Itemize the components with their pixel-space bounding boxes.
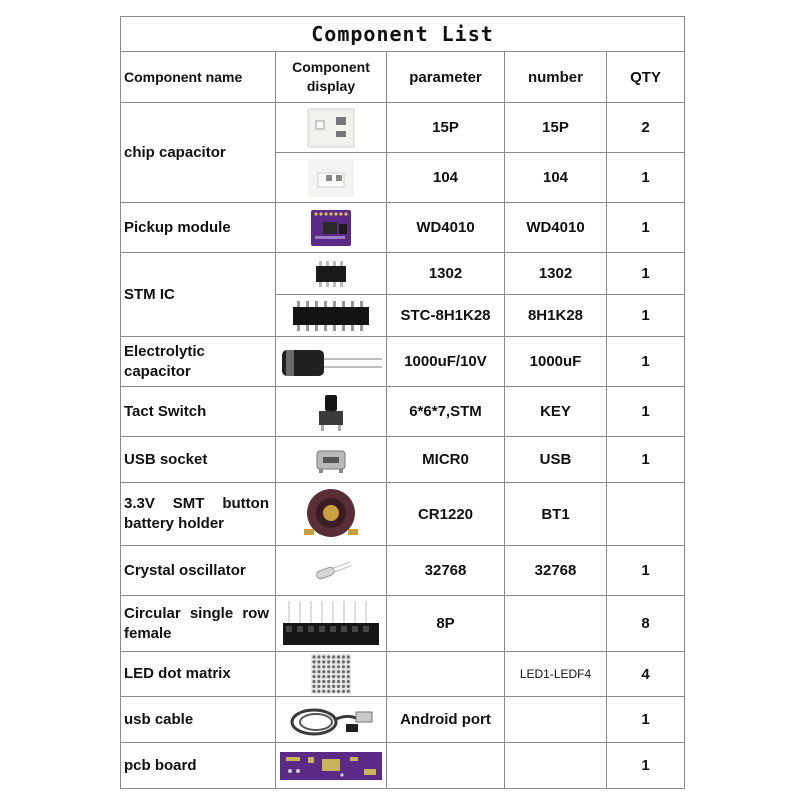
led-dot xyxy=(312,665,315,668)
led-dot xyxy=(347,655,350,658)
led-dot xyxy=(317,670,320,673)
pickup-module-photo xyxy=(309,206,353,250)
component-picture xyxy=(276,295,387,337)
led-dot xyxy=(332,660,335,663)
led-dot xyxy=(317,680,320,683)
component-name: USB socket xyxy=(121,437,276,483)
header-qty: QTY xyxy=(607,52,685,103)
led-dot xyxy=(317,690,320,693)
led-dot xyxy=(342,670,345,673)
component-picture xyxy=(276,546,387,596)
stm-ic-1302-photo xyxy=(311,258,351,290)
led-dot xyxy=(312,690,315,693)
component-picture xyxy=(276,697,387,743)
led-dot xyxy=(347,665,350,668)
component-number xyxy=(505,743,607,789)
component-picture xyxy=(276,253,387,295)
usb-cable-photo xyxy=(286,700,376,740)
table-row xyxy=(121,103,685,153)
component-parameter xyxy=(387,743,505,789)
component-picture xyxy=(276,103,387,153)
led-dot xyxy=(347,690,350,693)
led-dot xyxy=(332,655,335,658)
female-header-photo xyxy=(281,599,381,649)
led-dot xyxy=(317,655,320,658)
component-number: 15P xyxy=(505,103,607,153)
table-row xyxy=(121,387,685,437)
component-qty: 1 xyxy=(607,153,685,203)
table-row xyxy=(121,253,685,295)
component-picture xyxy=(276,337,387,387)
led-dot xyxy=(322,660,325,663)
component-parameter: STC-8H1K28 xyxy=(387,295,505,337)
component-number: 1000uF xyxy=(505,337,607,387)
component-qty: 1 xyxy=(607,743,685,789)
table-row xyxy=(121,203,685,253)
led-dot xyxy=(337,675,340,678)
led-dot xyxy=(327,685,330,688)
led-dot xyxy=(332,680,335,683)
component-name: 3.3V SMT button battery holder xyxy=(121,483,276,546)
table-row xyxy=(121,483,685,546)
component-picture xyxy=(276,203,387,253)
component-picture xyxy=(276,483,387,546)
component-name: Circular single row female xyxy=(121,596,276,652)
component-qty: 1 xyxy=(607,437,685,483)
led-dot xyxy=(342,685,345,688)
led-dot xyxy=(322,675,325,678)
table-row xyxy=(121,546,685,596)
pcb-board-photo xyxy=(278,749,384,783)
led-dot xyxy=(337,685,340,688)
component-qty: 2 xyxy=(607,103,685,153)
led-dot xyxy=(332,685,335,688)
component-parameter: Android port xyxy=(387,697,505,743)
tact-switch-photo xyxy=(313,391,349,433)
component-qty: 1 xyxy=(607,697,685,743)
table-title: Component List xyxy=(121,17,685,52)
component-number: 8H1K28 xyxy=(505,295,607,337)
header-number: number xyxy=(505,52,607,103)
led-dot xyxy=(327,670,330,673)
component-number: KEY xyxy=(505,387,607,437)
table-row xyxy=(121,743,685,789)
component-qty: 1 xyxy=(607,546,685,596)
led-dot xyxy=(317,665,320,668)
usb-socket-photo xyxy=(313,445,349,475)
table-row xyxy=(121,437,685,483)
led-dot xyxy=(332,690,335,693)
led-dot xyxy=(322,665,325,668)
led-dot xyxy=(312,660,315,663)
component-number: USB xyxy=(505,437,607,483)
component-name: pcb board xyxy=(121,743,276,789)
led-dot xyxy=(337,690,340,693)
table-row xyxy=(121,596,685,652)
component-qty: 4 xyxy=(607,652,685,697)
component-parameter: 104 xyxy=(387,153,505,203)
component-parameter: 1000uF/10V xyxy=(387,337,505,387)
component-parameter: 1302 xyxy=(387,253,505,295)
component-parameter: 6*6*7,STM xyxy=(387,387,505,437)
led-dot xyxy=(312,670,315,673)
led-dot xyxy=(332,675,335,678)
led-dot xyxy=(347,675,350,678)
chip-capacitor-104-photo xyxy=(306,157,356,199)
led-dot xyxy=(342,655,345,658)
crystal-oscillator-photo xyxy=(306,554,356,588)
component-name: Tact Switch xyxy=(121,387,276,437)
component-parameter: WD4010 xyxy=(387,203,505,253)
led-dot xyxy=(337,670,340,673)
component-name: Electrolytic capacitor xyxy=(121,337,276,387)
component-number xyxy=(505,697,607,743)
component-number: WD4010 xyxy=(505,203,607,253)
component-qty: 1 xyxy=(607,337,685,387)
led-dot xyxy=(327,680,330,683)
component-qty: 1 xyxy=(607,253,685,295)
component-number xyxy=(505,596,607,652)
led-dot xyxy=(317,675,320,678)
component-picture xyxy=(276,437,387,483)
led-dot xyxy=(347,680,350,683)
led-dot xyxy=(327,675,330,678)
table-row xyxy=(121,337,685,387)
electrolytic-capacitor-photo xyxy=(278,342,384,382)
component-table xyxy=(120,16,685,789)
header-component-display: Component display xyxy=(276,52,387,103)
led-dot xyxy=(322,685,325,688)
component-name: STM IC xyxy=(121,253,276,337)
battery-holder-photo xyxy=(302,485,360,543)
led-dot xyxy=(337,660,340,663)
component-qty: 8 xyxy=(607,596,685,652)
led-dot xyxy=(337,655,340,658)
led-dot xyxy=(322,690,325,693)
header-component-name: Component name xyxy=(121,52,276,103)
led-dot xyxy=(322,680,325,683)
component-qty: 1 xyxy=(607,203,685,253)
component-number: BT1 xyxy=(505,483,607,546)
component-number: 1302 xyxy=(505,253,607,295)
component-qty xyxy=(607,483,685,546)
led-dot xyxy=(322,670,325,673)
led-dot xyxy=(332,665,335,668)
led-dot xyxy=(322,655,325,658)
stm-ic-8h1k28-photo xyxy=(291,299,371,333)
component-picture xyxy=(276,743,387,789)
component-name: LED dot matrix xyxy=(121,652,276,697)
led-dot xyxy=(312,680,315,683)
component-parameter: 32768 xyxy=(387,546,505,596)
component-qty: 1 xyxy=(607,295,685,337)
led-dot xyxy=(312,675,315,678)
led-dot xyxy=(342,665,345,668)
led-dot xyxy=(337,665,340,668)
led-dot xyxy=(342,680,345,683)
component-picture xyxy=(276,652,387,697)
component-number: LED1-LEDF4 xyxy=(505,652,607,697)
component-picture xyxy=(276,596,387,652)
component-picture xyxy=(276,387,387,437)
led-dot xyxy=(347,670,350,673)
led-dot xyxy=(327,655,330,658)
led-dot xyxy=(317,660,320,663)
component-parameter: MICR0 xyxy=(387,437,505,483)
led-dot xyxy=(342,690,345,693)
component-parameter: CR1220 xyxy=(387,483,505,546)
chip-capacitor-15p-photo xyxy=(306,107,356,149)
led-dot xyxy=(317,685,320,688)
component-name: chip capacitor xyxy=(121,103,276,203)
component-number: 32768 xyxy=(505,546,607,596)
component-parameter xyxy=(387,652,505,697)
led-dot xyxy=(327,660,330,663)
component-name: Crystal oscillator xyxy=(121,546,276,596)
led-dot xyxy=(342,660,345,663)
component-name: usb cable xyxy=(121,697,276,743)
led-dot xyxy=(342,675,345,678)
table-row xyxy=(121,697,685,743)
led-dot-matrix-photo xyxy=(311,654,351,694)
led-dot xyxy=(312,685,315,688)
component-list-sheet xyxy=(120,16,684,789)
component-name: Pickup module xyxy=(121,203,276,253)
table-row xyxy=(121,652,685,697)
component-picture xyxy=(276,153,387,203)
component-parameter: 8P xyxy=(387,596,505,652)
component-parameter: 15P xyxy=(387,103,505,153)
led-dot xyxy=(327,690,330,693)
led-dot xyxy=(332,670,335,673)
component-qty: 1 xyxy=(607,387,685,437)
led-dot xyxy=(347,660,350,663)
component-number: 104 xyxy=(505,153,607,203)
led-dot xyxy=(327,665,330,668)
header-parameter: parameter xyxy=(387,52,505,103)
led-dot xyxy=(337,680,340,683)
led-dot xyxy=(347,685,350,688)
led-dot xyxy=(312,655,315,658)
